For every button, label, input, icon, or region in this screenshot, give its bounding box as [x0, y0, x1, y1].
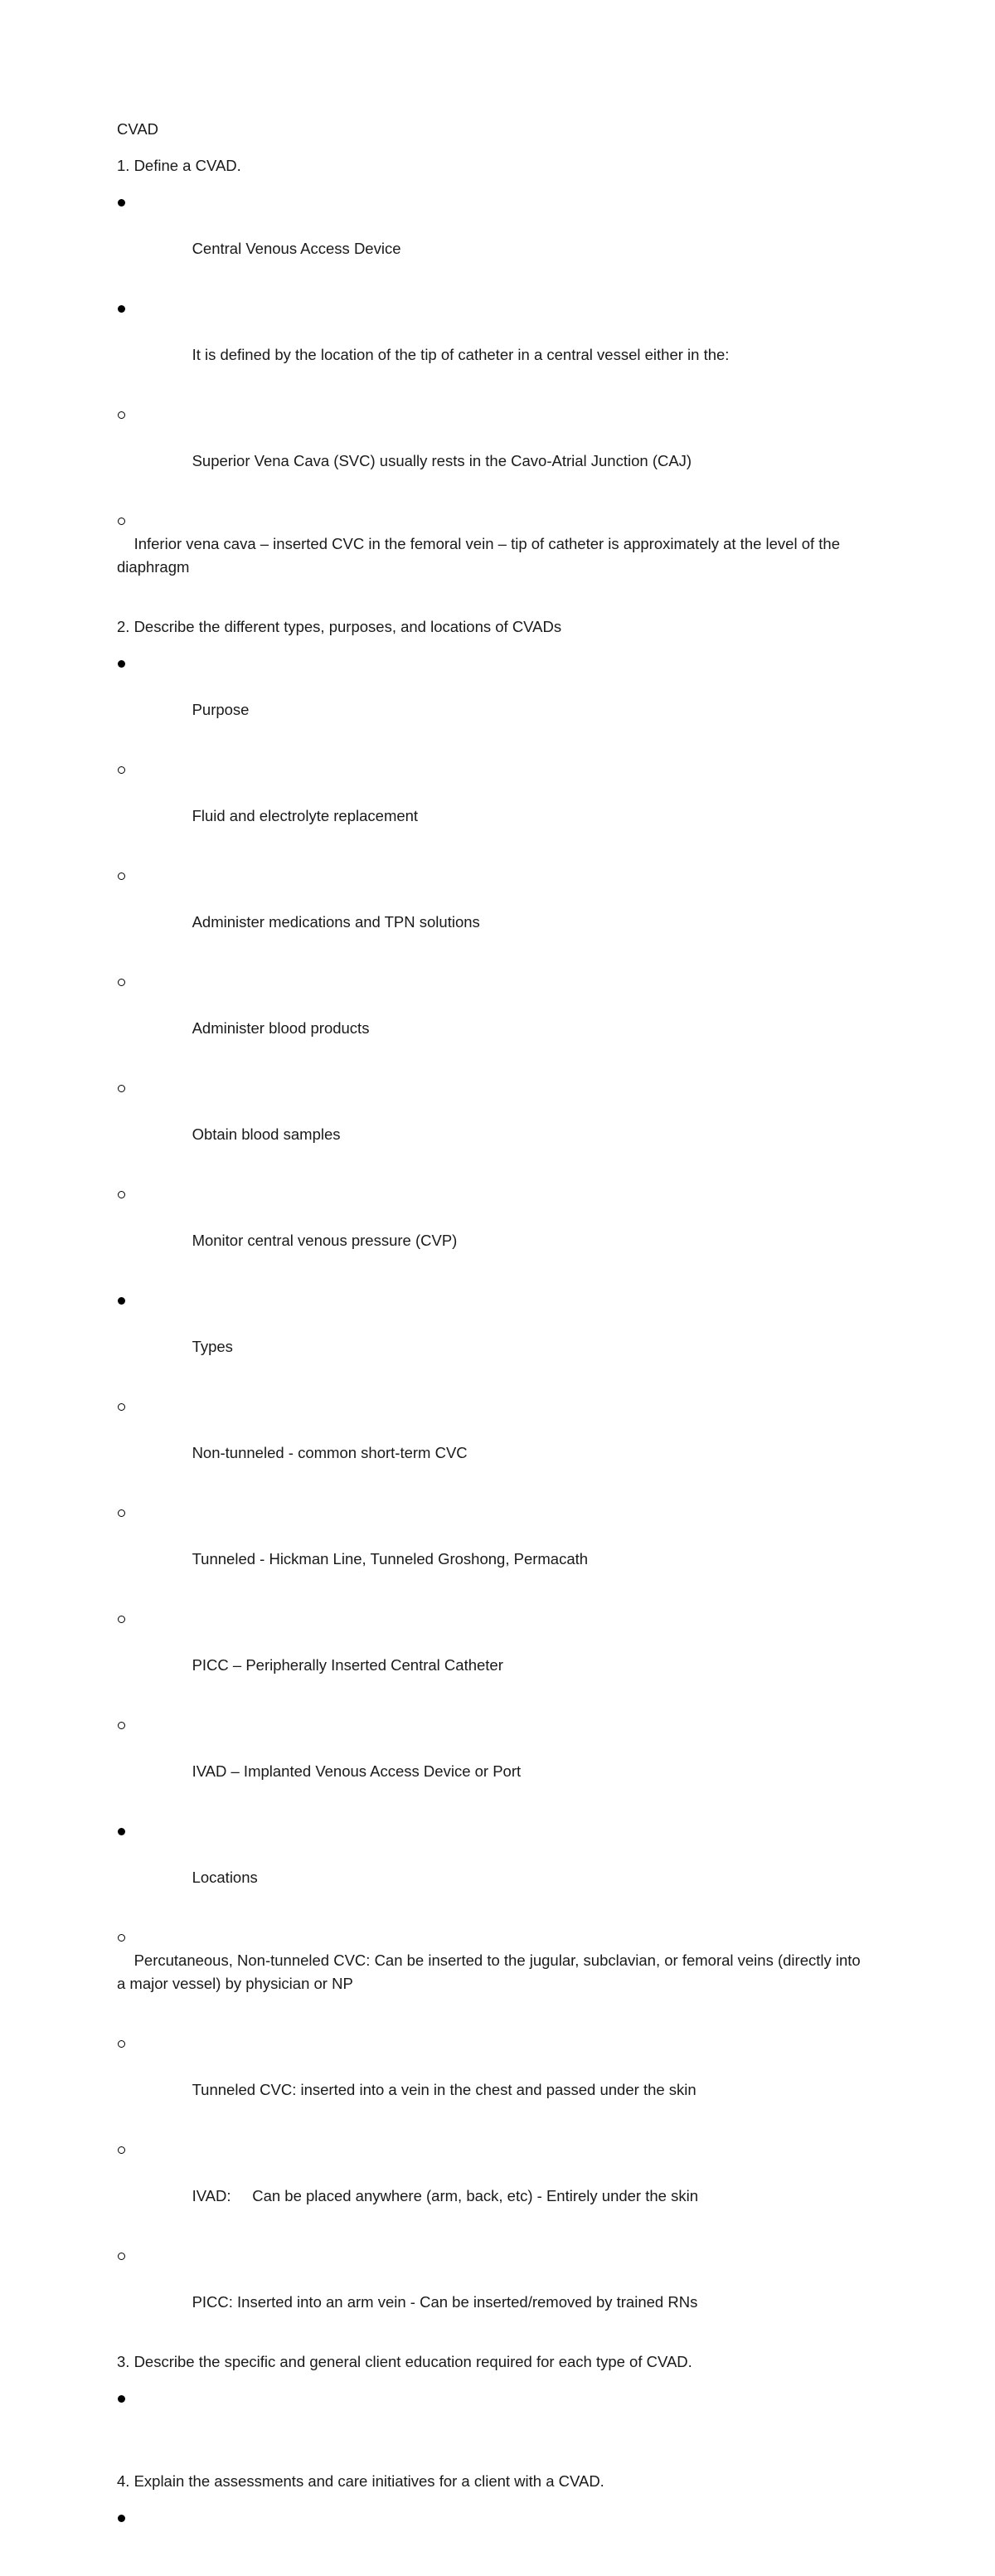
- question-4-heading: 4. Explain the assessments and care initiatives for a client with a CVAD.: [117, 2472, 604, 2490]
- bullet-icon: [117, 1820, 132, 1843]
- list-item: [117, 970, 863, 1063]
- list-item: [117, 2032, 863, 2125]
- circle-bullet-icon: [117, 1077, 132, 1100]
- list-item: [117, 758, 863, 851]
- circle-bullet-icon: [117, 864, 132, 887]
- list-item-empty: [117, 2387, 863, 2457]
- list-item: [117, 1501, 863, 1594]
- document-page: [117, 118, 863, 2576]
- bullet-icon: [117, 1289, 132, 1312]
- question-2-heading: 2. Describe the different types, purposes, and locations of CVADs: [117, 618, 562, 635]
- list-item-text: Obtain blood samples: [192, 1125, 341, 1143]
- list-item-text: Types: [192, 1338, 233, 1355]
- bullet-icon: [117, 191, 132, 214]
- circle-bullet-icon: [117, 2032, 132, 2055]
- list-item-text: Administer medications and TPN solutions: [192, 913, 480, 931]
- list-item-text: Tunneled - Hickman Line, Tunneled Groshong, Permacath: [192, 1550, 589, 1567]
- list-item-text: Non-tunneled - common short-term CVC: [192, 1444, 468, 1461]
- list-item: [117, 1395, 863, 1488]
- circle-bullet-icon: [117, 970, 132, 994]
- list-item-text: Monitor central venous pressure (CVP): [192, 1232, 458, 1249]
- list-item: [117, 1077, 863, 1169]
- list-item: [117, 1183, 863, 1276]
- list-item: [117, 1820, 863, 1913]
- list-item: [117, 864, 863, 957]
- bullet-icon: [117, 2506, 132, 2530]
- list-item-empty: [117, 2506, 863, 2576]
- list-item-text: Superior Vena Cava (SVC) usually rests in the Cavo-Atrial Junction (CAJ): [192, 452, 692, 469]
- list-item: [117, 1926, 863, 2019]
- list-item: [117, 403, 863, 496]
- bullet-icon: [117, 652, 132, 675]
- list-item-text: Fluid and electrolyte replacement: [192, 807, 419, 824]
- circle-bullet-icon: [117, 1713, 132, 1737]
- list-item-text: IVAD – Implanted Venous Access Device or Port: [192, 1762, 522, 1780]
- circle-bullet-icon: [117, 2138, 132, 2161]
- document-title: CVAD: [117, 120, 159, 138]
- question-1-heading: 1. Define a CVAD.: [117, 157, 241, 174]
- circle-bullet-icon: [117, 1501, 132, 1524]
- bullet-icon: [117, 2387, 132, 2410]
- circle-bullet-icon: [117, 403, 132, 426]
- list-item-text: IVAD: Can be placed anywhere (arm, back, etc) - Entirely under the skin: [192, 2187, 698, 2204]
- list-item-text: Central Venous Access Device: [192, 240, 401, 257]
- list-item: [117, 191, 863, 284]
- bullet-icon: [117, 297, 132, 320]
- circle-bullet-icon: [117, 1926, 132, 1949]
- list-item: [117, 652, 863, 745]
- list-item-text: Tunneled CVC: inserted into a vein in the chest and passed under the skin: [192, 2081, 696, 2098]
- list-item-text: PICC – Peripherally Inserted Central Catheter: [192, 1656, 503, 1674]
- list-item-text: Administer blood products: [192, 1019, 370, 1037]
- circle-bullet-icon: [117, 758, 132, 781]
- list-item-text: Purpose: [192, 701, 250, 718]
- circle-bullet-icon: [117, 2244, 132, 2267]
- list-item: [117, 2138, 863, 2231]
- list-item-text: PICC: Inserted into an arm vein - Can be inserted/removed by trained RNs: [192, 2293, 698, 2311]
- list-item: [117, 1713, 863, 1806]
- list-item: [117, 1289, 863, 1382]
- list-item-text: Percutaneous, Non-tunneled CVC: Can be inserted to the jugular, subclavian, or femoral veins (directly into a major vessel) by physician or NP: [117, 1951, 865, 1992]
- list-item-text: It is defined by the location of the tip of catheter in a central vessel either in the:: [192, 346, 730, 363]
- list-item: [117, 297, 863, 390]
- circle-bullet-icon: [117, 1183, 132, 1206]
- list-item: [117, 1607, 863, 1700]
- list-item: [117, 509, 863, 602]
- question-3-heading: 3. Describe the specific and general client education required for each type of CVAD.: [117, 2353, 692, 2370]
- circle-bullet-icon: [117, 1395, 132, 1418]
- circle-bullet-icon: [117, 1607, 132, 1631]
- circle-bullet-icon: [117, 509, 132, 532]
- list-item: [117, 2244, 863, 2337]
- list-item-text: Locations: [192, 1869, 258, 1886]
- list-item-text: Inferior vena cava – inserted CVC in the femoral vein – tip of catheter is approximately at the level of the diaphragm: [117, 535, 845, 576]
